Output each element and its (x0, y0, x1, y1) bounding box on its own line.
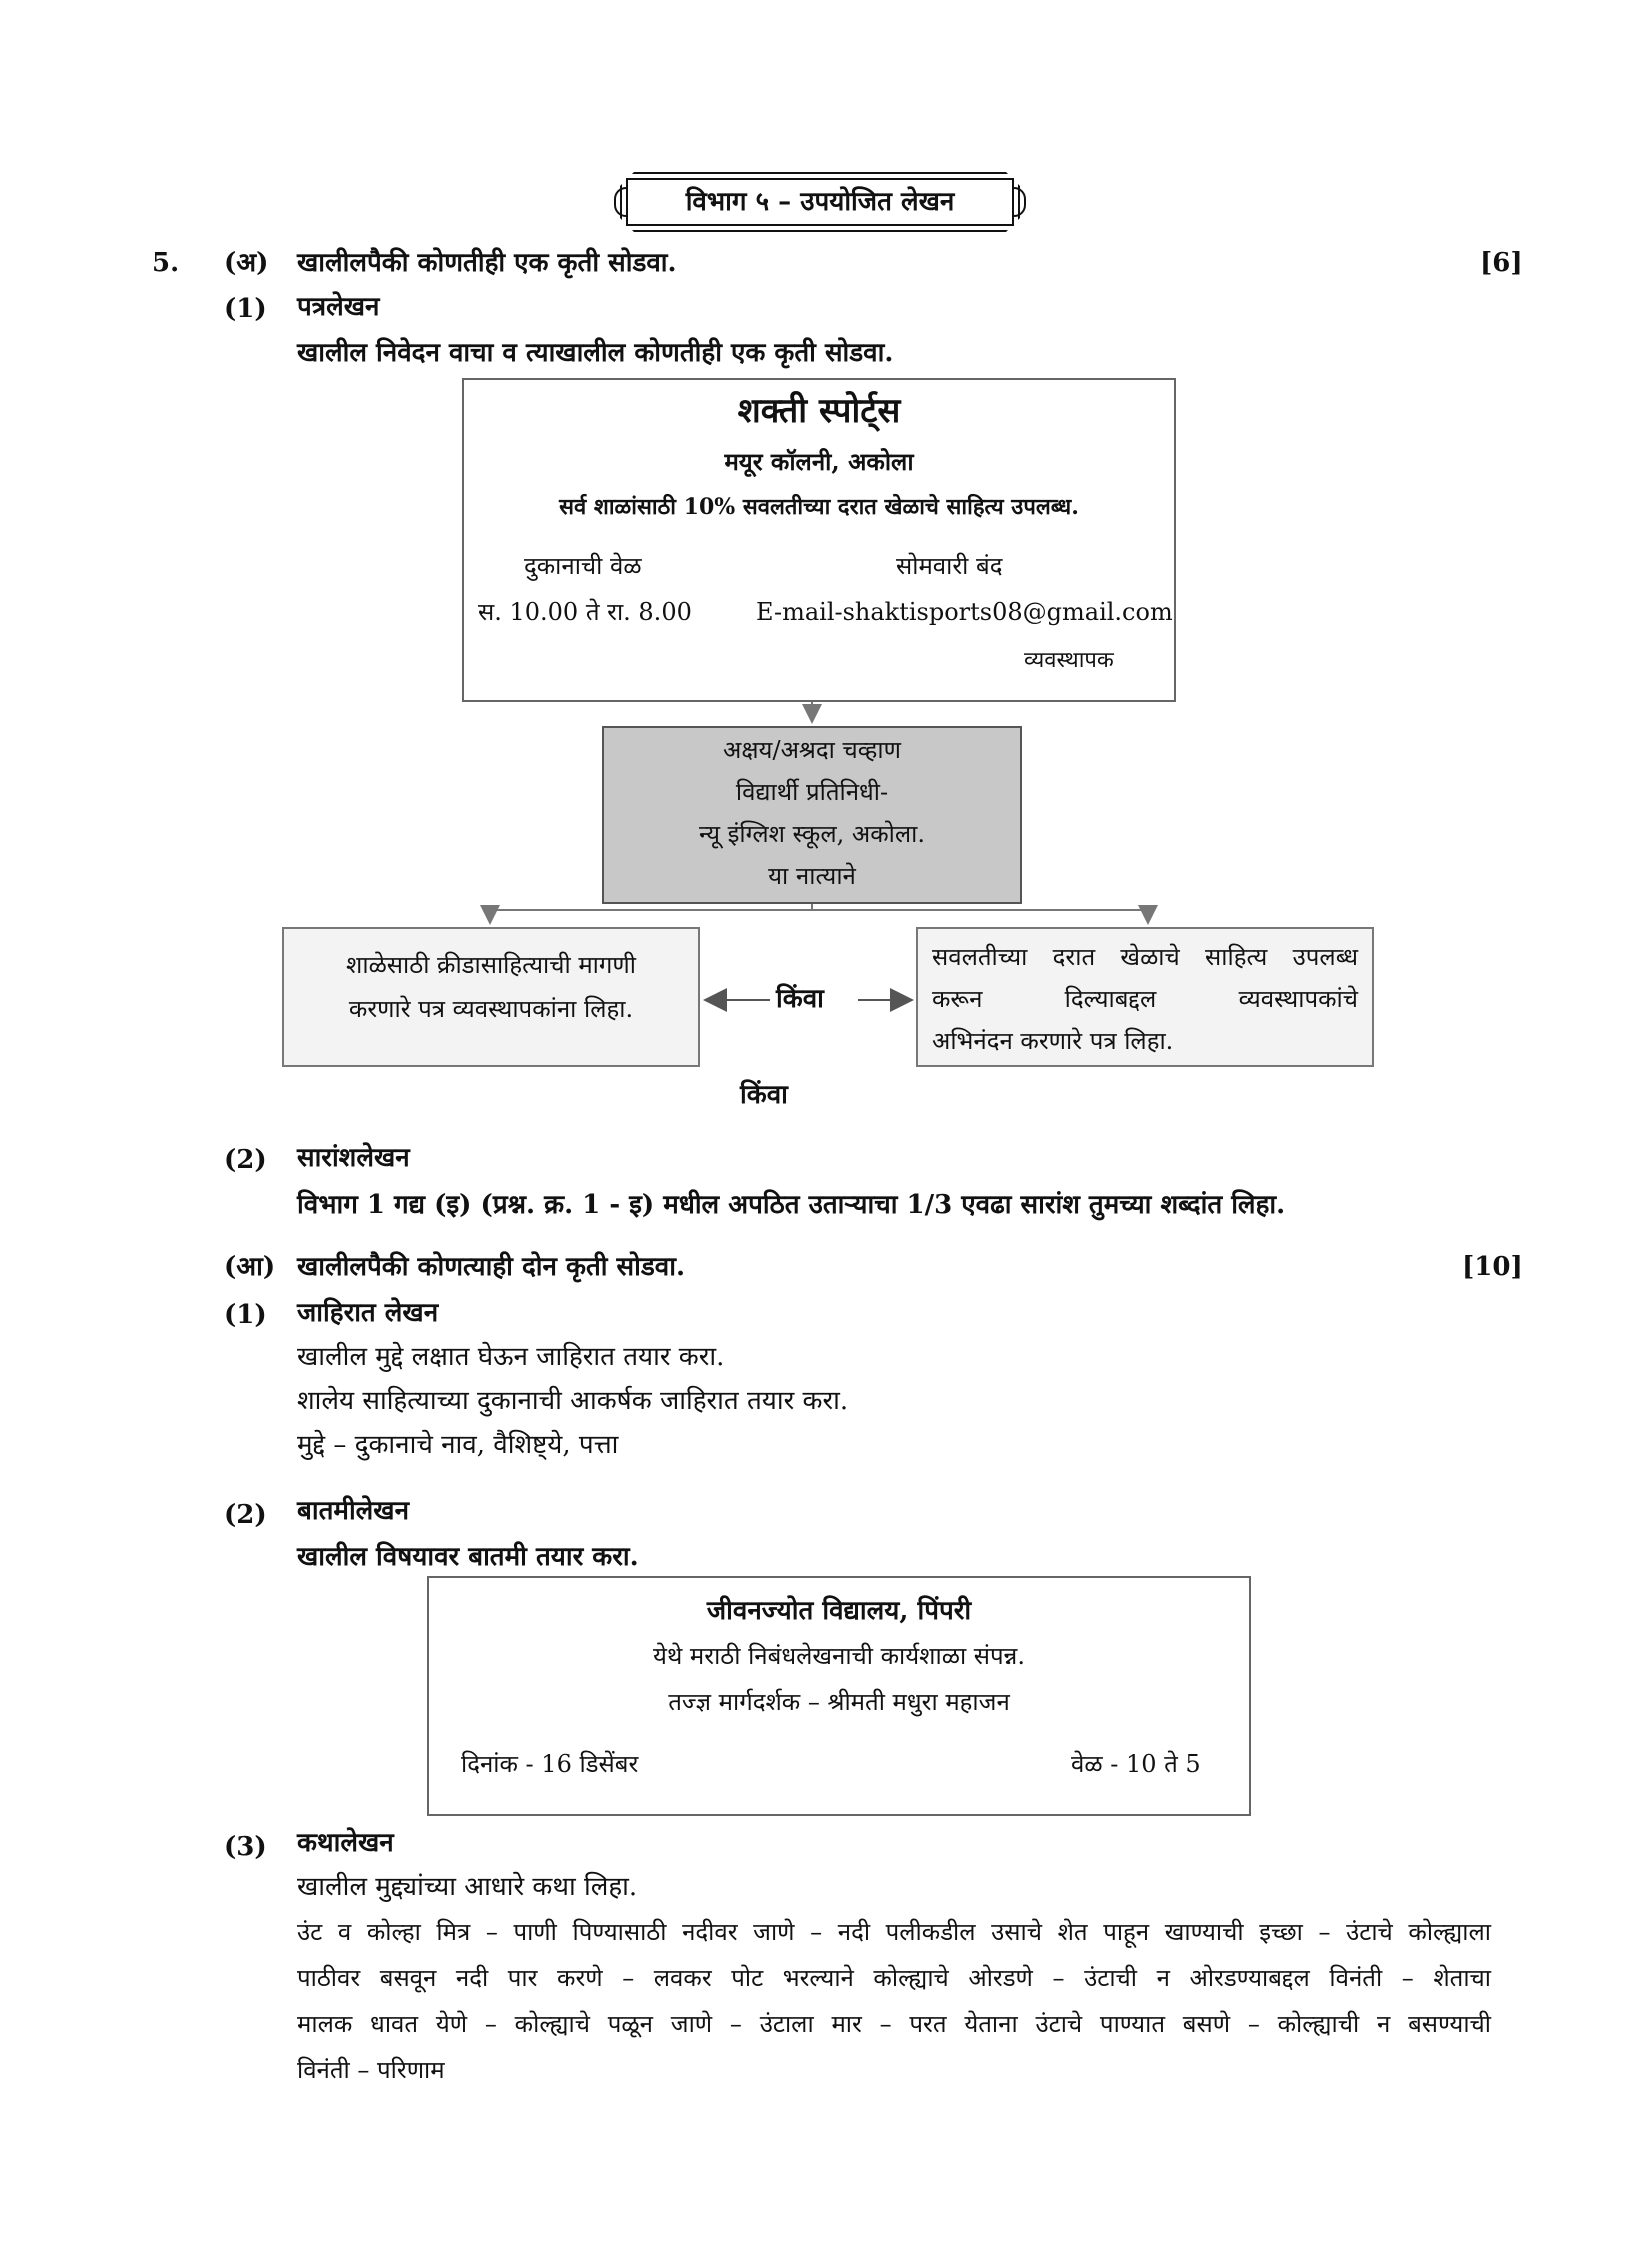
news-guide: तज्ज्ञ मार्गदर्शक – श्रीमती मधुरा महाजन (668, 1688, 1010, 1716)
advert-line: शालेय साहित्याच्या दुकानाची आकर्षक जाहिरात तयार करा. (297, 1386, 849, 1416)
student-capacity: या नात्याने (768, 862, 856, 890)
shop-offer: सर्व शाळांसाठी 10% सवलतीच्या दरात खेळाचे साहित्य उपलब्ध. (559, 494, 1079, 520)
shop-timing: स. 10.00 ते रा. 8.00 (478, 598, 692, 626)
section-title: विभाग ५ – उपयोजित लेखन (685, 187, 955, 217)
shop-timing-label: दुकानाची वेळ (524, 552, 642, 580)
shop-name: शक्ती स्पोर्ट्स (737, 391, 901, 431)
advert-points: मुद्दे – दुकानाचे नाव, वैशिष्ट्ये, पत्ता (297, 1430, 619, 1460)
arrow-to-right-task (812, 910, 1148, 923)
story-points-line: पाठीवर बसवून नदी पार करणे – लवकर पोट भरल्याने कोल्ह्याचे ओरडणे – उंटाची न ओरडण्याबद्दल विनंती – शेताचा (297, 1964, 1491, 1992)
shop-manager: व्यवस्थापक (1024, 648, 1114, 673)
item-number: (2) (224, 1500, 267, 1530)
shop-address: मयूर कॉलनी, अकोला (724, 447, 914, 476)
item-instruction: खालील मुद्द्यांच्या आधारे कथा लिहा. (297, 1872, 638, 1902)
item-title-letter-writing: पत्रलेखन (297, 292, 380, 322)
shop-closed-day: सोमवारी बंद (896, 552, 1003, 580)
item-title-summary-writing: सारांशलेखन (297, 1143, 410, 1173)
task-line: अभिनंदन करणारे पत्र लिहा. (932, 1027, 1174, 1055)
part-b-instruction: खालीलपैकी कोणत्याही दोन कृती सोडवा. (297, 1252, 686, 1282)
task-line: करून दिल्याबद्दल व्यवस्थापकांचे (932, 985, 1358, 1013)
item-instruction: विभाग 1 गद्य (इ) (प्रश्न. क्र. 1 - इ) मधील अपठित उताऱ्याचा 1/3 एवढा सारांश तुमच्या शब्दांत लिहा. (297, 1190, 1286, 1220)
task-line: सवलतीच्या दरात खेळाचे साहित्य उपलब्ध (932, 943, 1358, 971)
story-points-line: विनंती – परिणाम (297, 2056, 445, 2084)
shop-email: E-mail-shaktisports08@gmail.com (756, 598, 1173, 626)
left-task-full-text (0, 0, 1, 1)
student-school: न्यू इंग्लिश स्कूल, अकोला. (699, 820, 925, 848)
item-instruction: खालील विषयावर बातमी तयार करा. (297, 1542, 639, 1572)
part-a-instruction: खालीलपैकी कोणतीही एक कृती सोडवा. (297, 248, 677, 278)
item-title-story-writing: कथालेखन (297, 1828, 394, 1858)
or-below-label: किंवा (740, 1080, 788, 1110)
student-name: अक्षय/अश्रदा चव्हाण (723, 736, 901, 764)
question-number: 5. (152, 248, 180, 278)
or-middle-label: किंवा (776, 984, 824, 1014)
student-role: विद्यार्थी प्रतिनिधी- (735, 778, 889, 806)
news-date: दिनांक - 16 डिसेंबर (461, 1750, 639, 1778)
flow-connectors (0, 0, 1650, 1100)
part-a-marks: [6] (1480, 248, 1523, 278)
item-number: (1) (224, 1300, 267, 1330)
item-title-news-writing: बातमीलेखन (297, 1496, 410, 1526)
item-number: (1) (224, 294, 267, 324)
item-number: (3) (224, 1832, 267, 1862)
part-a-label: (अ) (224, 248, 269, 278)
part-b-label: (आ) (224, 1252, 276, 1282)
story-points-line: उंट व कोल्हा मित्र – पाणी पिण्यासाठी नदीवर जाणे – नदी पलीकडील उसाचे शेत पाहून खाण्याची इच्छा – उंटाचे कोल्ह्याला (297, 1918, 1491, 1946)
news-school: जीवनज्योत विद्यालय, पिंपरी (706, 1596, 972, 1626)
task-line: शाळेसाठी क्रीडासाहित्याची मागणी (346, 951, 636, 979)
item-instruction: खालील निवेदन वाचा व त्याखालील कोणतीही एक कृती सोडवा. (297, 338, 894, 368)
story-points-line: मालक धावत येणे – कोल्ह्याचे पळून जाणे – उंटाला मार – परत येताना उंटाचे पाण्यात बसणे – कोल्ह्याची न बसण्याची (297, 2010, 1491, 2038)
news-event: येथे मराठी निबंधलेखनाची कार्यशाळा संपन्न. (653, 1642, 1025, 1670)
news-topic-box (427, 1576, 1251, 1816)
item-number: (2) (224, 1145, 267, 1175)
task-line: करणारे पत्र व्यवस्थापकांना लिहा. (348, 995, 634, 1023)
part-b-marks: [10] (1462, 1252, 1523, 1282)
news-time: वेळ - 10 ते 5 (1071, 1750, 1201, 1778)
arrow-to-left-task (490, 904, 812, 923)
advert-line: खालील मुद्दे लक्षात घेऊन जाहिरात तयार करा. (297, 1342, 725, 1372)
item-title-advertisement: जाहिरात लेखन (297, 1298, 439, 1328)
